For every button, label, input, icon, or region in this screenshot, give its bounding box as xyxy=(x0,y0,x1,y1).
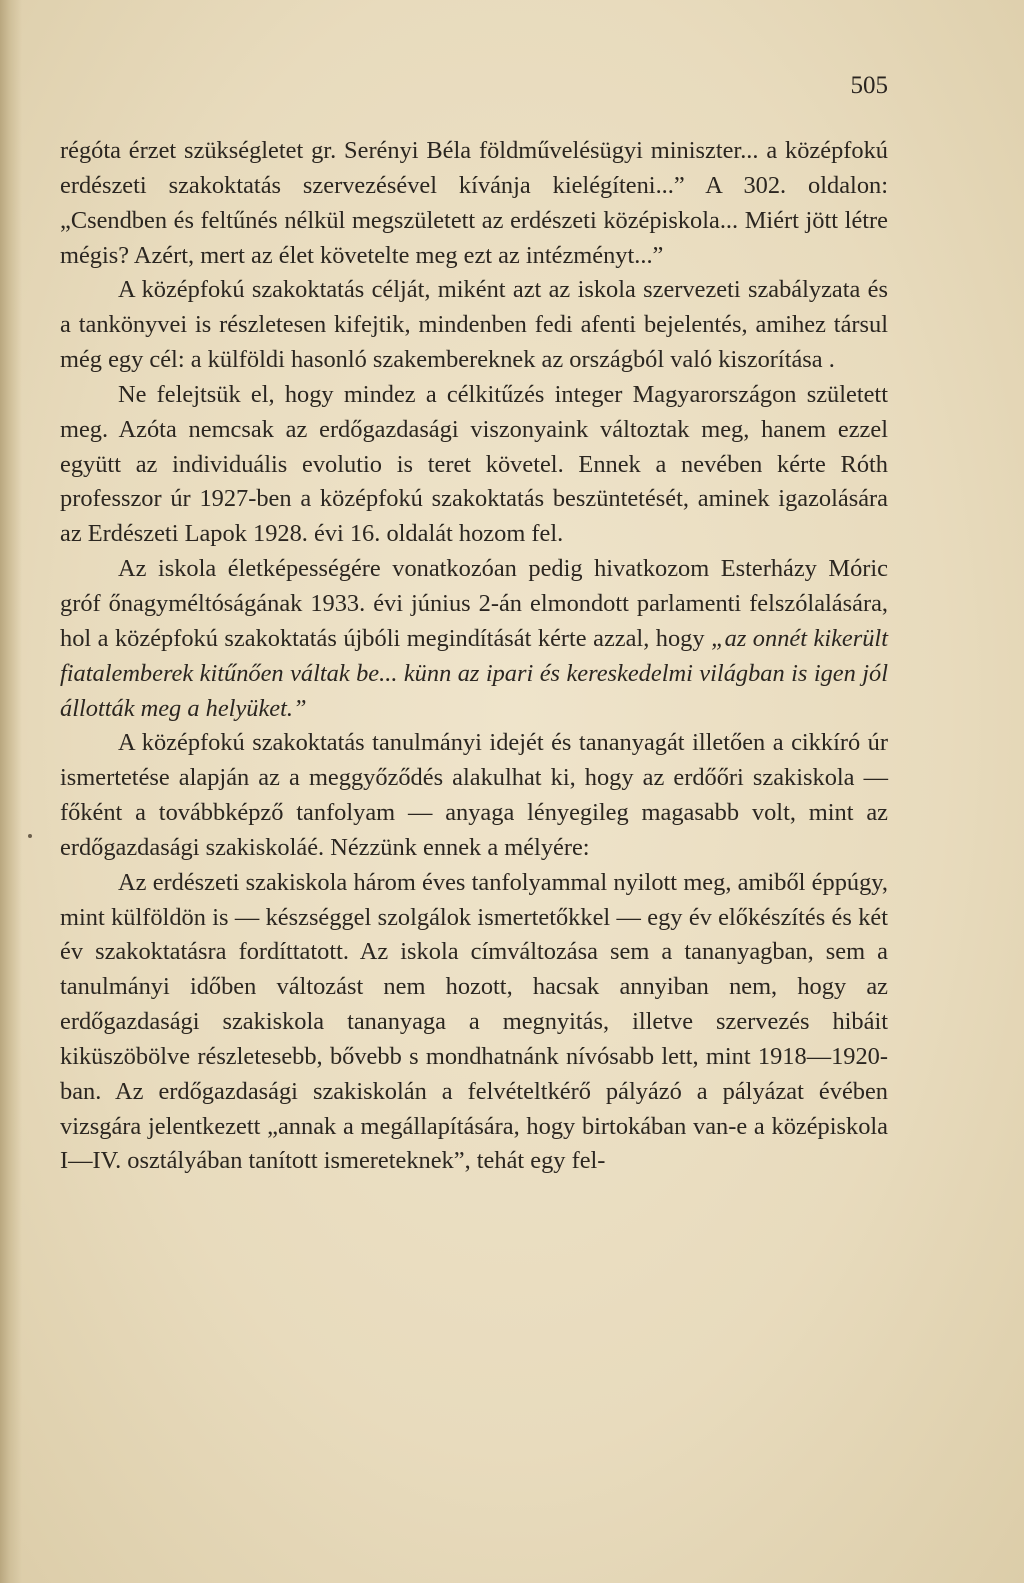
page-number: 505 xyxy=(850,72,888,99)
paragraph-6: Az erdészeti szakiskola három éves tanfolyammal nyilott meg, amiből éppúgy, mint külföldön is — készséggel szolgálok ismertetőkkel — egy év előkészítés és két év szakoktatásra fordíttatott. Az iskola címváltozása sem a tananyagban, sem a tanulmányi időben változást nem hozott, hacsak annyiban nem, hogy az erdőgazdasági szakiskola tananyaga a megnyitás, illetve szervezés hibáit kiküszöbölve részletesebb, bővebb s mondhatnánk nívósabb lett, mint 1918—1920-ban. Az erdőgazdasági szakiskolán a felvételtkérő pályázó a pályázat évében vizsgára jelentkezett „annak a megállapítására, hogy birtokában van-e a középiskola I—IV. osztályában tanított ismereteknek”, tehát egy fel- xyxy=(60,868,888,1175)
ink-speck xyxy=(28,834,32,838)
paragraph-1: régóta érzet szükségletet gr. Serényi Béla földművelésügyi miniszter... a középfokú erdészeti szakoktatás szervezésével kívánja kielégíteni...” A 302. oldalon: „Csendben és feltűnés nélkül megszületett az erdészeti középiskola... Miért jött létre mégis? Azért, mert az élet követelte meg ezt az intézményt...” xyxy=(60,137,888,269)
page-binding-shadow xyxy=(0,0,22,1583)
paragraph-4 xyxy=(60,552,888,726)
italic-quote: „az onnét kikerült fiatalemberek kitűnően váltak be... künn az ipari és kereskedelmi világban is igen jól állották meg a helyüket.” xyxy=(60,624,888,722)
body-text xyxy=(60,134,888,1179)
paragraph-2: A középfokú szakoktatás célját, miként azt az iskola szervezeti szabályzata és a tankönyvei is részletesen kifejtik, mindenben fedi afenti bejelentés, amihez társul még egy cél: a külföldi hasonló szakembereknek az országból való kiszorítása . xyxy=(60,276,888,374)
paragraph-3: Ne felejtsük el, hogy mindez a célkitűzés integer Magyarországon született meg. Azóta nemcsak az erdőgazdasági viszonyaink változtak meg, hanem ezzel együtt az individuális evolutio is teret követel. Ennek a nevében kérte Róth professzor úr 1927-ben a középfokú szakoktatás beszüntetését, aminek igazolására az Erdészeti Lapok 1928. évi 16. oldalát hozom fel. xyxy=(60,380,888,548)
paragraph-4-text: Az iskola életképességére vonatkozóan pedig hivatkozom Esterházy Móric gróf őnagyméltóságának 1933. évi június 2-án elmondott parlamenti felszólalására, hol a középfokú szakoktatás újbóli megindítását kérte azzal, hogy xyxy=(60,555,888,652)
paragraph-5: A középfokú szakoktatás tanulmányi idejét és tananyagát illetően a cikkíró úr ismertetése alapján az a meggyőződés alakulhat ki, hogy az erdőőri szakiskola — főként a továbbképző tanfolyam — anyaga lényegileg magasabb volt, mint az erdőgazdasági szakiskoláé. Nézzünk ennek a mélyére: xyxy=(60,729,888,861)
